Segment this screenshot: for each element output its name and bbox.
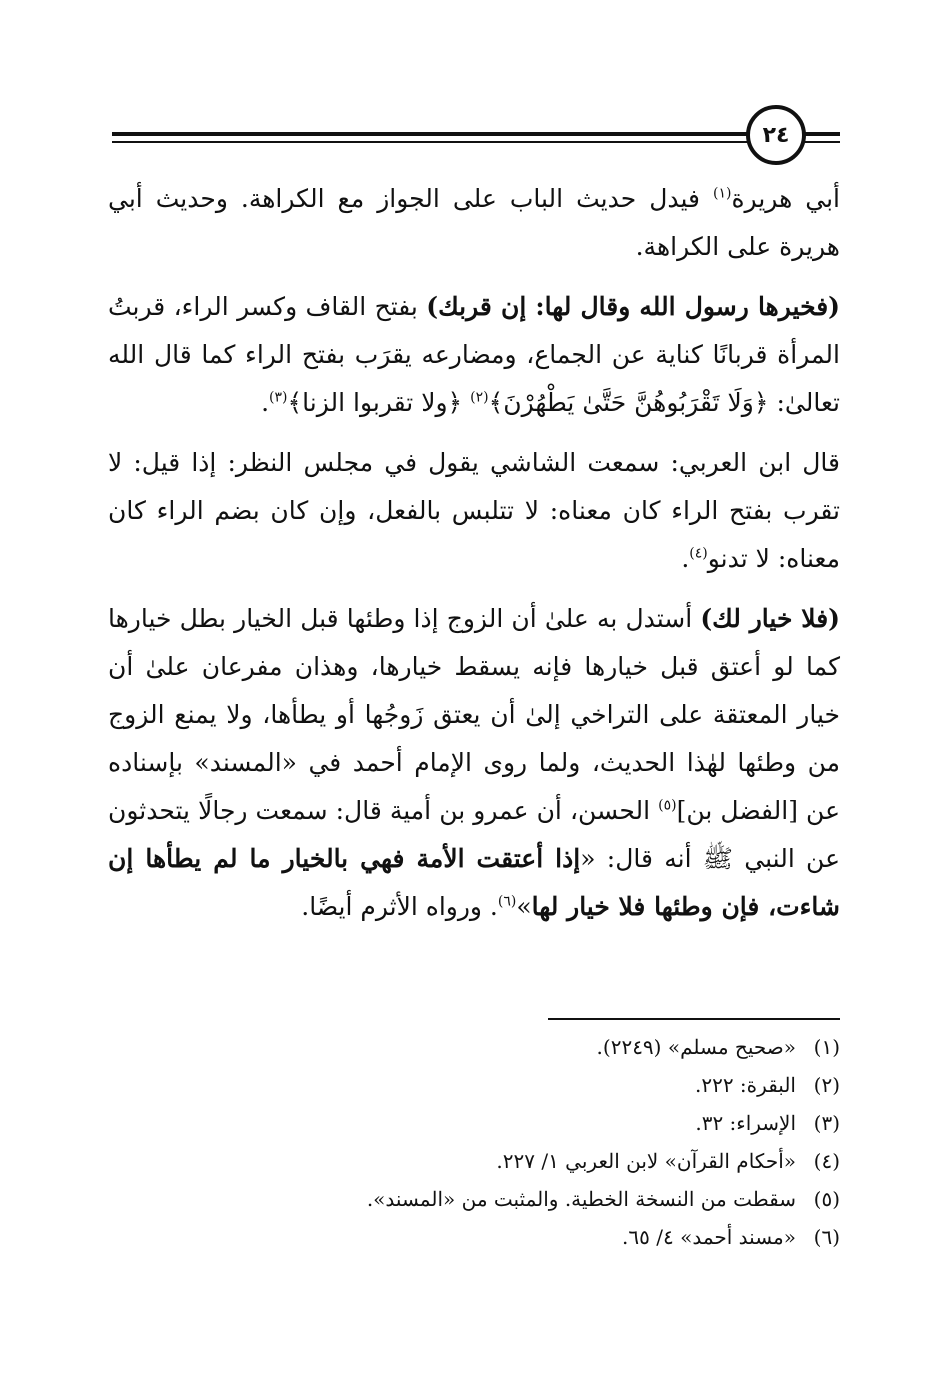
text-run: . [681, 544, 690, 573]
text-run: أستدل به علىٰ أن الزوج إذا وطئها قبل الخيار بطل خيارها كما لو أعتق قبل خيارها فإنه يسقط خيارها، وهذان مفرعان علىٰ أن خيار المعتقة على التراخي إلىٰ أن يعتق زَوجُها أو يطأها، ولا يمنع الزوج من وطئها لهٰذا الحديث، ولما روى الإمام أحمد في «المسند» بإسناده عن [الفضل بن] [108, 604, 841, 825]
footnote-item [108, 1218, 840, 1256]
text-run: . [261, 388, 270, 417]
footnote-number: (٤) [813, 1149, 840, 1173]
footnote-number: (٢) [813, 1073, 840, 1097]
text-run: ﴿ولا تقربوا الزنا﴾ [287, 388, 471, 417]
footnote-item [108, 1180, 840, 1218]
footnote-text: «مسند أحمد» ٤/ ٦٥. [622, 1225, 796, 1249]
footnote-number: (٦) [813, 1225, 840, 1249]
footnote-ref: (٤) [689, 545, 708, 562]
bold-text: (فلا خيار لك) [700, 604, 840, 633]
text-run: بفتح القاف وكسر الراء، قربتُ المرأة قربانًا كناية عن الجماع، ومضارعه يقرَب بفتح الراء كما قال الله تعالىٰ: ﴿وَلَا تَقْرَبُوهُنَّ حَتَّىٰ يَطْهُرْنَ﴾ [108, 292, 840, 417]
footnote-item [108, 1066, 840, 1104]
footnote-text: الإسراء: ٣٢. [695, 1111, 796, 1135]
footnote-ref: (٣) [269, 389, 288, 406]
footnote-ref: (١) [712, 185, 732, 202]
footnote-text: البقرة: ٢٢٢. [694, 1073, 796, 1097]
text-run: . ورواه الأثرم أيضًا. [301, 892, 498, 921]
footnote-separator [548, 1018, 840, 1020]
paragraph [108, 283, 840, 427]
text-run: » [516, 892, 532, 921]
footnote-item [108, 1142, 840, 1180]
footnote-text: «صحيح مسلم» (٢٢٤٩). [596, 1035, 796, 1059]
footnote-number: (٥) [813, 1187, 840, 1211]
footnote-text: «أحكام القرآن» لابن العربي ١/ ٢٢٧. [496, 1149, 796, 1173]
text-run: الحسن، أن عمرو بن أمية قال: سمعت رجالًا يتحدثون عن النبي ﷺ أنه قال: « [108, 796, 840, 873]
footnote-number: (١) [813, 1035, 840, 1059]
footnotes-list [108, 1028, 840, 1256]
text-run: فيدل حديث الباب على الجواز مع الكراهة. وحديث أبي هريرة على الكراهة. [108, 184, 840, 261]
footnote-text: سقطت من النسخة الخطية. والمثبت من «المسند». [366, 1187, 796, 1211]
footnote-ref: (٥) [658, 797, 677, 814]
paragraph [108, 175, 840, 271]
page-header [0, 0, 952, 200]
footnote-number: (٣) [813, 1111, 840, 1135]
paragraph [108, 595, 840, 931]
text-run: قال ابن العربي: سمعت الشاشي يقول في مجلس النظر: إذا قيل: لا تقرب بفتح الراء كان معناه: لا تتلبس بالفعل، وإن كان بضم الراء كان معناه: لا تدنو [108, 448, 840, 573]
text-run: أبي هريرة [731, 184, 840, 213]
footnote-item [108, 1028, 840, 1066]
header-rule-thin [112, 141, 840, 143]
main-text [108, 175, 840, 943]
footnote-ref: (٢) [470, 389, 489, 406]
page-number: ٢٤ [746, 105, 806, 165]
footnote-ref: (٦) [497, 893, 517, 910]
bold-text: (فخيرها رسول الله وقال لها: إن قربك) [426, 292, 840, 321]
bold-text: إذا أعتقت الأمة فهي بالخيار ما لم يطأها إن شاءت، فإن وطئها فلا خيار لها [108, 844, 840, 921]
paragraph [108, 439, 840, 583]
header-rule-thick [112, 132, 840, 136]
footnote-item [108, 1104, 840, 1142]
